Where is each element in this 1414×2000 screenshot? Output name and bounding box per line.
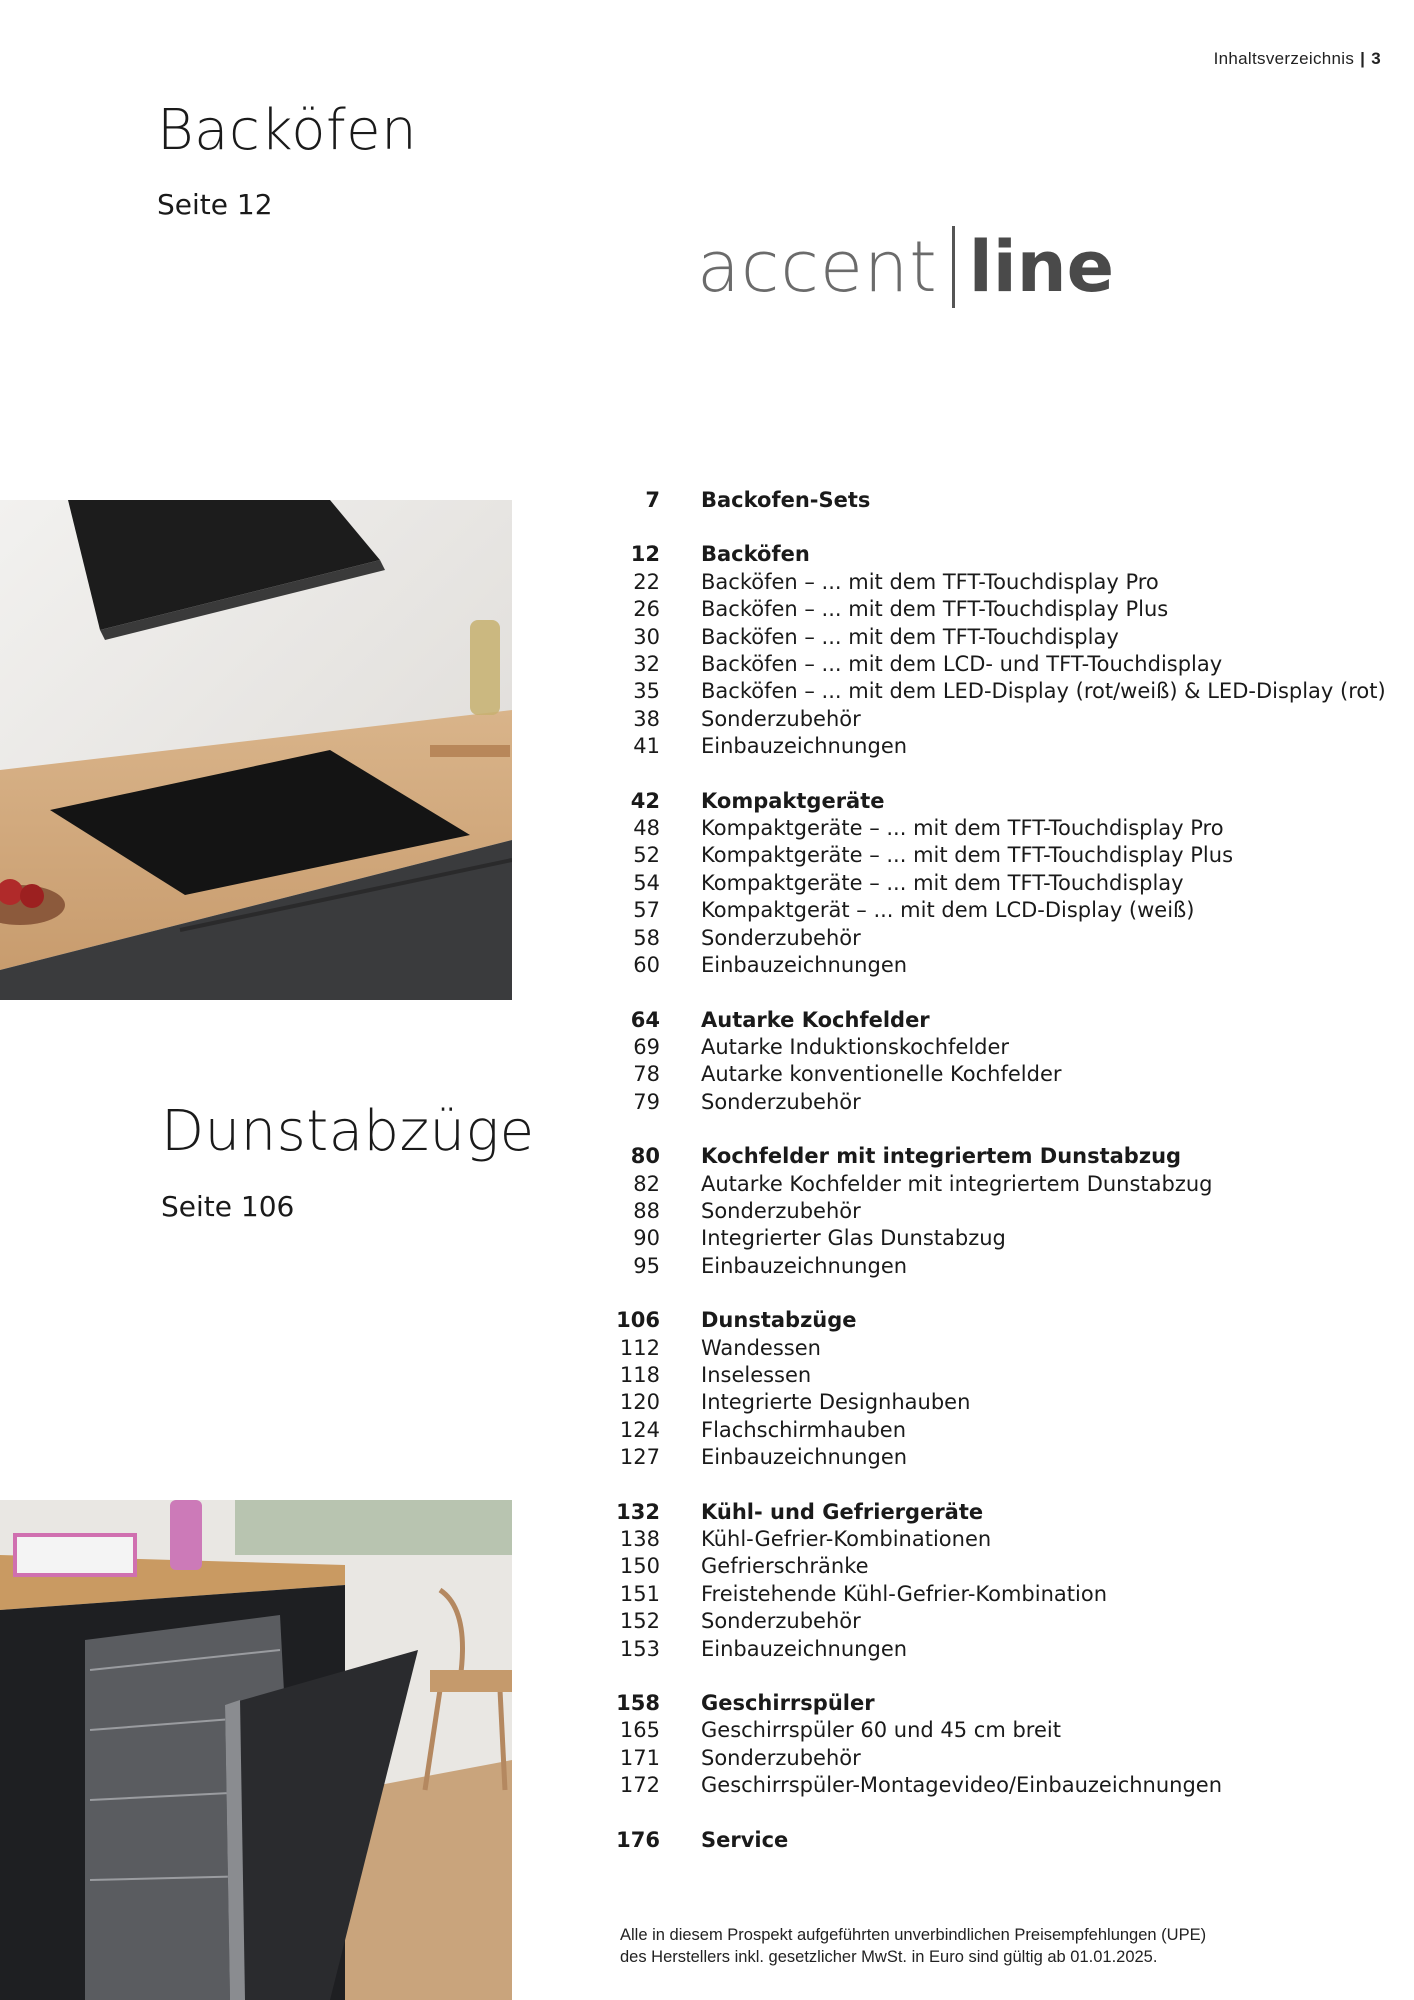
toc-label: Dunstabzüge: [701, 1308, 857, 1333]
toc-entry[interactable]: [600, 1225, 1390, 1252]
toc-page-number: 165: [619, 1718, 660, 1743]
toc-label: Autarke Kochfelder: [701, 1007, 930, 1032]
toc-label: Kompaktgeräte – ... mit dem TFT-Touchdisplay Pro: [701, 816, 1224, 841]
toc-page-number: 151: [619, 1581, 660, 1606]
toc-entry[interactable]: [600, 733, 1390, 760]
toc-page-number: 172: [619, 1773, 660, 1798]
toc-page-number: 52: [633, 843, 660, 868]
toc-group: [600, 1307, 1390, 1471]
toc-page-number: 38: [633, 706, 660, 731]
toc-label: Sonderzubehör: [701, 706, 861, 731]
toc-entry[interactable]: [600, 897, 1390, 924]
toc-page-number: 26: [633, 597, 660, 622]
toc-page-number: 120: [619, 1390, 660, 1415]
toc-entry[interactable]: [600, 1171, 1390, 1198]
toc-entry[interactable]: [600, 1772, 1390, 1799]
toc-page-number: 54: [633, 870, 660, 895]
price-footnote: [620, 1924, 1360, 1968]
toc-entry[interactable]: [600, 952, 1390, 979]
footnote-line-2: des Herstellers inkl. gesetzlicher MwSt. in Euro sind gültig ab 01.01.2025.: [620, 1948, 1158, 1966]
toc-page-number: 48: [633, 816, 660, 841]
toc-label: Backöfen: [701, 542, 810, 567]
toc-entry[interactable]: [600, 1089, 1390, 1116]
toc-page-number: 30: [633, 624, 660, 649]
dunstabzuege-title: Dunstabzüge: [161, 1099, 535, 1164]
toc-label: Kompaktgerät – ... mit dem LCD-Display (weiß): [701, 898, 1195, 923]
toc-label: Backöfen – ... mit dem LED-Display (rot/weiß) & LED-Display (rot): [701, 679, 1386, 704]
toc-label: Kompaktgeräte: [701, 788, 885, 813]
toc-page-number: 58: [633, 925, 660, 950]
toc-label: Autarke Kochfelder mit integriertem Dunstabzug: [701, 1171, 1213, 1196]
toc-group: [600, 1499, 1390, 1663]
toc-page-number: 150: [619, 1554, 660, 1579]
toc-page-number: 118: [619, 1362, 660, 1387]
toc-entry[interactable]: [600, 1061, 1390, 1088]
toc-page-number: 138: [619, 1527, 660, 1551]
toc-group: [600, 788, 1390, 980]
toc-entry[interactable]: [600, 815, 1390, 842]
dishwasher-photo: [0, 1500, 512, 2000]
toc-entry[interactable]: [600, 678, 1390, 705]
toc-page-number: 82: [633, 1171, 660, 1196]
toc-label: Freistehende Kühl-Gefrier-Kombination: [701, 1581, 1108, 1606]
toc-label: Wandessen: [701, 1335, 821, 1360]
toc-page-number: 158: [616, 1691, 660, 1716]
toc-label: Einbauzeichnungen: [701, 1253, 908, 1278]
cooktop-photo: [0, 500, 512, 1000]
toc-label: Backofen-Sets: [701, 488, 871, 512]
toc-label: Inselessen: [701, 1362, 812, 1387]
toc-entry[interactable]: [600, 1636, 1390, 1663]
toc-entry[interactable]: [600, 1389, 1390, 1416]
toc-label: Service: [701, 1827, 789, 1852]
page-header: [1214, 49, 1381, 69]
accentline-logo: [697, 222, 1114, 312]
toc-page-number: 64: [630, 1007, 660, 1032]
toc-entry[interactable]: [600, 1581, 1390, 1608]
header-separator: |: [1360, 49, 1366, 68]
toc-label: Integrierter Glas Dunstabzug: [701, 1226, 1006, 1251]
toc-label: Kochfelder mit integriertem Dunstabzug: [701, 1144, 1182, 1169]
toc-group: [600, 487, 1390, 514]
footnote-line-1: Alle in diesem Prospekt aufgeführten unverbindlichen Preisempfehlungen (UPE): [620, 1926, 1207, 1944]
toc-page-number: 112: [619, 1335, 660, 1360]
dunstabzuege-page-ref: Seite 106: [161, 1190, 295, 1223]
toc-label: Backöfen – ... mit dem TFT-Touchdisplay: [701, 624, 1119, 649]
toc-label: Integrierte Designhauben: [701, 1390, 971, 1415]
toc-entry[interactable]: [600, 1553, 1390, 1580]
toc-entry[interactable]: [600, 1745, 1390, 1772]
backofen-page-ref: Seite 12: [157, 188, 273, 221]
toc-page-number: 127: [619, 1445, 660, 1470]
toc-label: Sonderzubehör: [701, 1089, 861, 1114]
toc-page-number: 35: [633, 679, 660, 704]
toc-section-heading[interactable]: [600, 541, 1390, 568]
toc-label: Geschirrspüler 60 und 45 cm breit: [701, 1718, 1061, 1743]
toc-label: Kompaktgeräte – ... mit dem TFT-Touchdisplay: [701, 870, 1184, 895]
toc-entry[interactable]: [600, 1198, 1390, 1225]
toc-entry[interactable]: [600, 925, 1390, 952]
toc-entry[interactable]: [600, 706, 1390, 733]
toc-page-number: 79: [633, 1089, 660, 1114]
toc-entry[interactable]: [600, 624, 1390, 651]
toc-page-number: 176: [616, 1827, 660, 1852]
toc-entry[interactable]: [600, 651, 1390, 678]
backofen-title: Backöfen: [157, 98, 418, 163]
toc-page-number: 88: [633, 1198, 660, 1223]
toc-label: Einbauzeichnungen: [701, 1636, 908, 1661]
toc-label: Kühl-Gefrier-Kombinationen: [701, 1527, 992, 1551]
toc-entry[interactable]: [600, 1253, 1390, 1280]
toc-section-heading[interactable]: [600, 1143, 1390, 1170]
toc-label: Sonderzubehör: [701, 1609, 861, 1634]
toc-entry[interactable]: [600, 1608, 1390, 1635]
toc-page-number: 106: [616, 1308, 660, 1333]
toc-page-number: 7: [645, 488, 660, 512]
toc-section-heading[interactable]: [600, 1007, 1390, 1034]
toc-entry[interactable]: [600, 842, 1390, 869]
toc-label: Sonderzubehör: [701, 925, 861, 950]
toc-entry[interactable]: [600, 1526, 1390, 1553]
toc-page-number: 153: [619, 1636, 660, 1661]
toc-label: Flachschirmhauben: [701, 1417, 907, 1442]
toc-label: Autarke konventionelle Kochfelder: [701, 1062, 1062, 1087]
toc-page-number: 42: [630, 788, 660, 813]
toc-entry[interactable]: [600, 1362, 1390, 1389]
toc-label: Geschirrspüler-Montagevideo/Einbauzeichnungen: [701, 1773, 1223, 1798]
toc-label: Backöfen – ... mit dem TFT-Touchdisplay Plus: [701, 597, 1169, 622]
page-number: 3: [1371, 49, 1381, 68]
toc-section-heading[interactable]: [600, 788, 1390, 815]
toc-label: Backöfen – ... mit dem TFT-Touchdisplay Pro: [701, 569, 1159, 594]
toc-label: Kompaktgeräte – ... mit dem TFT-Touchdisplay Plus: [701, 843, 1234, 868]
logo-line: line: [968, 226, 1115, 308]
toc-entry[interactable]: [600, 1034, 1390, 1061]
toc-page-number: 124: [619, 1417, 660, 1442]
toc-section-heading[interactable]: [600, 1690, 1390, 1717]
toc-page-number: 12: [630, 542, 660, 567]
toc-group: [600, 1007, 1390, 1117]
toc-entry[interactable]: [600, 1417, 1390, 1444]
toc-page-number: 57: [633, 898, 660, 923]
toc-label: Backöfen – ... mit dem LCD- und TFT-Touchdisplay: [701, 652, 1223, 677]
toc-group: [600, 1143, 1390, 1280]
toc-page-number: 22: [633, 569, 660, 594]
toc-section-heading[interactable]: [600, 1307, 1390, 1334]
toc-page-number: 171: [619, 1745, 660, 1770]
toc-label: Kühl- und Gefriergeräte: [701, 1499, 984, 1524]
toc-label: Einbauzeichnungen: [701, 734, 908, 759]
toc-page-number: 69: [633, 1034, 660, 1059]
section-name: Inhaltsverzeichnis: [1213, 49, 1355, 68]
toc-entry[interactable]: [600, 1444, 1390, 1471]
toc-section-heading[interactable]: [600, 1499, 1390, 1526]
toc-entry[interactable]: [600, 596, 1390, 623]
toc-group: [600, 541, 1390, 760]
toc-group: [600, 1827, 1390, 1854]
toc-page-number: 41: [633, 734, 660, 759]
toc-label: Autarke Induktionskochfelder: [701, 1034, 1010, 1059]
toc-page-number: 78: [633, 1062, 660, 1087]
toc-entry[interactable]: [600, 870, 1390, 897]
toc-page-number: 152: [619, 1609, 660, 1634]
toc-label: Geschirrspüler: [701, 1691, 875, 1716]
toc-entry[interactable]: [600, 1717, 1390, 1744]
toc-entry[interactable]: [600, 1335, 1390, 1362]
toc-label: Gefrierschränke: [701, 1554, 869, 1579]
toc-section-heading[interactable]: [600, 487, 1390, 514]
logo-accent: accent: [697, 226, 938, 308]
toc-label: Einbauzeichnungen: [701, 1445, 908, 1470]
toc-page-number: 32: [633, 652, 660, 677]
toc-group: [600, 1690, 1390, 1800]
table-of-contents: [600, 487, 1390, 1881]
toc-label: Einbauzeichnungen: [701, 953, 908, 978]
toc-page-number: 90: [633, 1226, 660, 1251]
toc-page-number: 80: [630, 1144, 660, 1169]
toc-label: Sonderzubehör: [701, 1745, 861, 1770]
toc-entry[interactable]: [600, 569, 1390, 596]
logo-divider: [952, 226, 955, 308]
toc-page-number: 60: [633, 953, 660, 978]
toc-page-number: 95: [633, 1253, 660, 1278]
toc-section-heading[interactable]: [600, 1827, 1390, 1854]
toc-label: Sonderzubehör: [701, 1198, 861, 1223]
toc-page-number: 132: [616, 1499, 660, 1524]
